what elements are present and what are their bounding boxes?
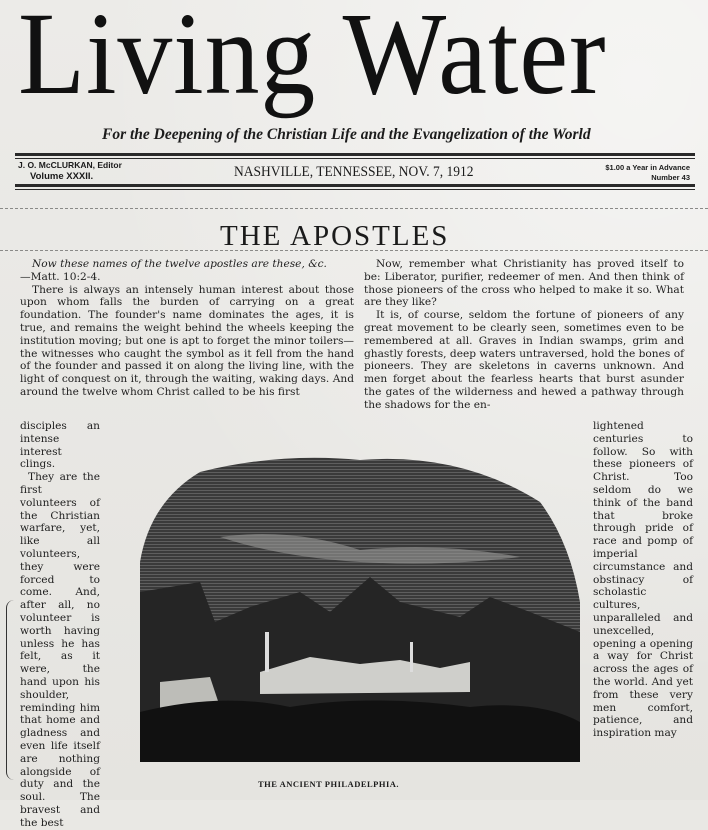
paragraph: It is, of course, seldom the fortune of pioneers of any great movement to be clearly seen, sometimes even to be remembered at all. Graves in Indian swamps, grim and ghastly forests, deep waters untraversed, hold the bones of pioneers. They are skeletons in caverns unknown. And men forget about the fearless hearts that burst asunder the gates of the wilderness and hewed a pathway through the shadows for the en-: [364, 309, 684, 411]
paragraph: lightened centuries to follow. So with these pioneers of Christ. Too seldom do we think of the band that broke through pride of race and pomp of imperial circumstance and obstinacy of scholastic cultures, unparalleled and unexcelled, opening a opening a way for Christ across the ages of the world. And yet from these very men comfort, patience, and inspiration may: [593, 420, 693, 740]
masthead: [0, 0, 708, 125]
fold-line-2: [0, 250, 708, 253]
volume-label: Volume XXXII.: [30, 171, 94, 182]
rule-bottom: [15, 184, 695, 187]
margin-brace-mark: [6, 600, 17, 780]
rule-top-thin: [15, 158, 695, 159]
article-column-left: [20, 258, 354, 399]
editor-name: J. O. McCLURKAN, Editor: [18, 160, 122, 170]
rule-top: [15, 153, 695, 156]
editor-block: [18, 160, 122, 182]
epigraph-reference: —Matt. 10:2-4.: [20, 270, 101, 283]
illustration-caption: THE ANCIENT PHILADELPHIA.: [258, 779, 400, 789]
epigraph: Now these names of the twelve apostles are these, &c.: [32, 258, 327, 270]
paragraph: disciples an intense interest clings.: [20, 420, 100, 471]
paragraph: There is always an intensely human interest about those upon whom falls the burden of carrying on a great foundation. The founder's name dominates the ages, it is true, and remains the weight behind the wheels keeping the institution moving; but one is apt to forget the minor toilers—the witnesses who caught the symbol as it fell from the hand of the founder and passed it on along the living line, with the light of conquest on it, through the waiting, waking days. And around the twelve whom Christ called to be his first: [20, 283, 354, 398]
article-headline: THE APOSTLES: [220, 220, 450, 252]
rule-bottom-thin: [15, 189, 695, 190]
dateline: NASHVILLE, TENNESSEE, NOV. 7, 1912: [234, 164, 474, 180]
newspaper-title: Living Water: [18, 0, 607, 119]
paragraph: Now, remember what Christianity has proved itself to be: Liberator, purifier, redeemer of men. And then think of those pioneers of the cross who helped to make it so. What are they like?: [364, 258, 684, 309]
engraving-illustration: [140, 432, 580, 762]
fold-line: [0, 208, 708, 211]
subscription-price: $1.00 a Year in Advance: [605, 163, 690, 172]
issue-number: Number 43: [651, 173, 690, 182]
paragraph: They are the first volunteers of the Christian warfare, yet, like all volunteers, they were forced to come. And, after all, no volunteer is worth having unless he has felt, as it were, the hand upon his shoulder, reminding him that home and gladness and even life itself are nothing alongside of duty and the soul. The bravest and the best: [20, 471, 100, 829]
article-column-left-narrow: [20, 420, 100, 830]
tagline: For the Deepening of the Christian Life and the Evangelization of the World: [102, 126, 591, 143]
price-block: [605, 163, 690, 183]
article-column-right: [364, 258, 684, 412]
article-column-right-narrow: [593, 420, 693, 740]
